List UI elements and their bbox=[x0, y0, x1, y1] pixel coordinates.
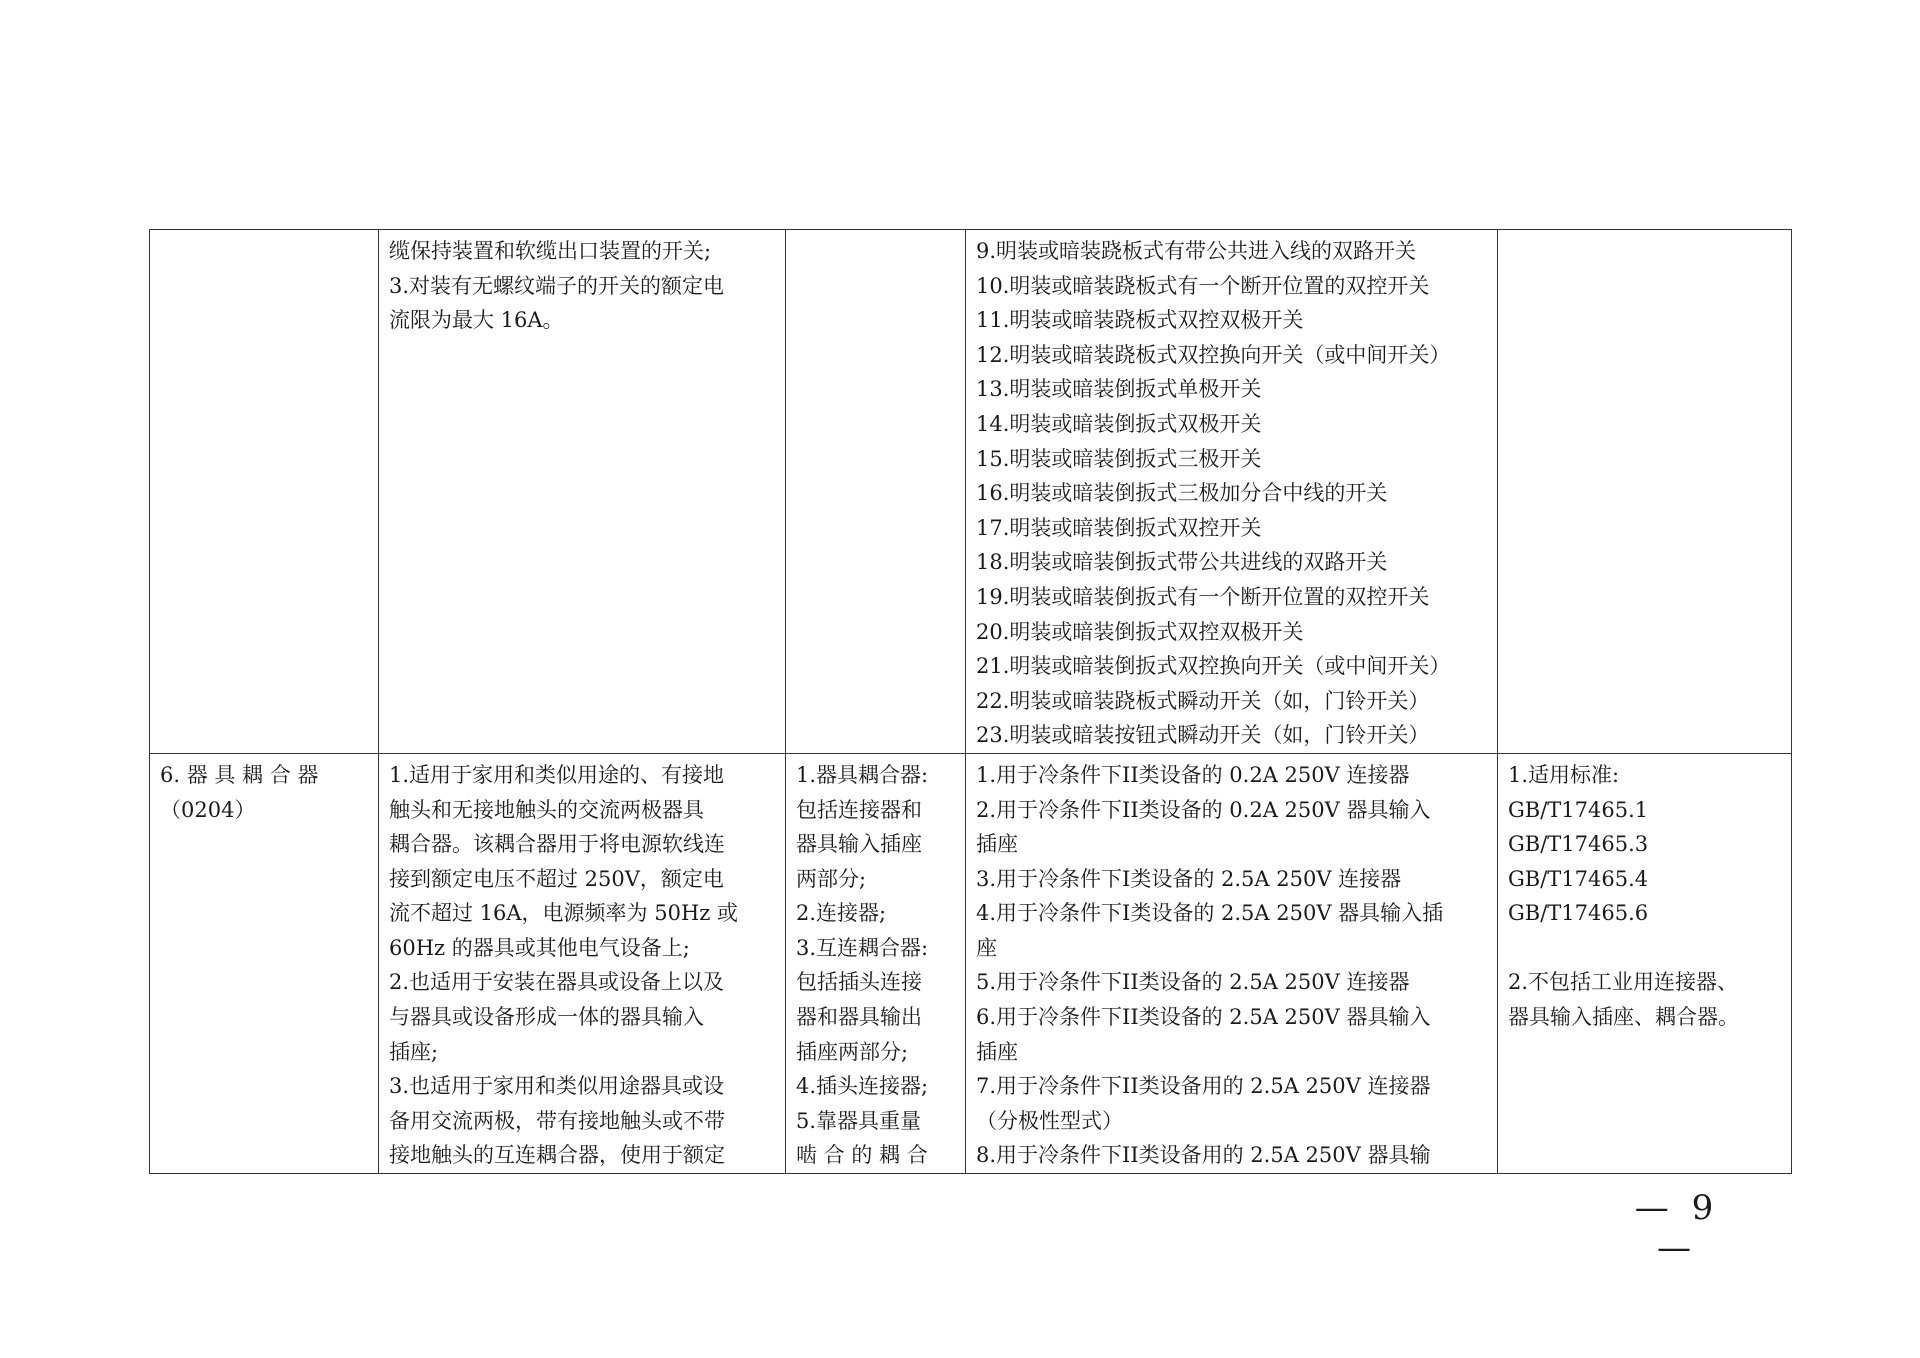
page-number: — 9 — bbox=[1634, 1188, 1720, 1268]
table-row bbox=[150, 230, 1792, 754]
cell-text-line: 16.明装或暗装倒扳式三极加分合中线的开关 bbox=[976, 481, 1388, 506]
cell-text-line: 5.靠器具重量 bbox=[796, 1108, 922, 1133]
cell-text-line: 器具输入插座、耦合器。 bbox=[1508, 1005, 1739, 1030]
cell-text-line: 两部分; bbox=[796, 866, 867, 891]
cell-text-line: 触头和无接地触头的交流两极器具 bbox=[389, 797, 704, 822]
cell-text-line: 器和器具输出 bbox=[796, 1005, 922, 1030]
cell-text-line: （0204） bbox=[160, 797, 256, 822]
cell-text-line: （分极性型式） bbox=[976, 1108, 1123, 1133]
cell-text-line: 5.用于冷条件下II类设备的 2.5A 250V 连接器 bbox=[976, 970, 1410, 995]
cell-text-line: 啮 合 的 耦 合 bbox=[796, 1143, 928, 1168]
cell-text-line: 3.互连耦合器: bbox=[796, 935, 929, 960]
cell-text-line: 6.用于冷条件下II类设备的 2.5A 250V 器具输入 bbox=[976, 1005, 1431, 1030]
cell-text-line: 流限为最大 16A。 bbox=[389, 308, 564, 333]
cell-text-line: 座 bbox=[976, 935, 997, 960]
cell-text-line: 插座; bbox=[389, 1039, 439, 1064]
cell-text-line: 19.明装或暗装倒扳式有一个断开位置的双控开关 bbox=[976, 584, 1430, 609]
cell-text-line: 12.明装或暗装跷板式双控换向开关（或中间开关） bbox=[976, 342, 1451, 367]
cell-text-line: 1.适用标准: bbox=[1508, 762, 1620, 787]
standards-table bbox=[149, 229, 1792, 1174]
cell-product-category bbox=[150, 230, 379, 754]
cell-text-line: GB/T17465.4 bbox=[1508, 866, 1649, 891]
cell-text-line: 备用交流两极，带有接地触头或不带 bbox=[389, 1108, 725, 1133]
cell-scope bbox=[379, 230, 786, 754]
cell-text-line: 插座 bbox=[976, 1039, 1018, 1064]
cell-text-line: 11.明装或暗装跷板式双控双极开关 bbox=[976, 308, 1304, 333]
cell-text-line bbox=[1508, 931, 1781, 966]
table-row bbox=[150, 753, 1792, 1173]
cell-text-line: 耦合器。该耦合器用于将电源软线连 bbox=[389, 832, 725, 857]
cell-text-line: GB/T17465.3 bbox=[1508, 832, 1649, 857]
cell-text-line: 与器具或设备形成一体的器具输入 bbox=[389, 1005, 704, 1030]
cell-text-line: 3.用于冷条件下I类设备的 2.5A 250V 连接器 bbox=[976, 866, 1402, 891]
cell-product-category bbox=[150, 753, 379, 1173]
cell-text-line: 7.用于冷条件下II类设备用的 2.5A 250V 连接器 bbox=[976, 1074, 1431, 1099]
cell-text-line: 2.用于冷条件下II类设备的 0.2A 250V 器具输入 bbox=[976, 797, 1431, 822]
cell-text-line: 2.不包括工业用连接器、 bbox=[1508, 970, 1739, 995]
cell-product-types bbox=[966, 230, 1498, 754]
cell-text-line: 包括插头连接 bbox=[796, 970, 922, 995]
cell-text-line: 1.器具耦合器: bbox=[796, 762, 929, 787]
cell-text-line: 缆保持装置和软缆出口装置的开关; bbox=[389, 239, 712, 263]
cell-text-line: 1.用于冷条件下II类设备的 0.2A 250V 连接器 bbox=[976, 762, 1410, 787]
cell-text-line: 4.用于冷条件下I类设备的 2.5A 250V 器具输入插 bbox=[976, 901, 1444, 926]
cell-text-line: 接地触头的互连耦合器，使用于额定 bbox=[389, 1143, 725, 1168]
cell-text-line: 14.明装或暗装倒扳式双极开关 bbox=[976, 411, 1262, 436]
cell-text-line: 22.明装或暗装跷板式瞬动开关（如，门铃开关） bbox=[976, 688, 1430, 713]
cell-text-line: 插座 bbox=[976, 832, 1018, 857]
cell-text-line: 21.明装或暗装倒扳式双控换向开关（或中间开关） bbox=[976, 654, 1451, 679]
cell-text-line: 23.明装或暗装按钮式瞬动开关（如，门铃开关） bbox=[976, 723, 1430, 748]
cell-notes bbox=[1498, 753, 1792, 1173]
cell-text-line: 10.明装或暗装跷板式有一个断开位置的双控开关 bbox=[976, 273, 1430, 298]
cell-text-line: 流不超过 16A，电源频率为 50Hz 或 bbox=[389, 901, 739, 926]
cell-text-line: 接到额定电压不超过 250V，额定电 bbox=[389, 866, 724, 891]
cell-product-types bbox=[966, 753, 1498, 1173]
cell-text-line: 4.插头连接器; bbox=[796, 1074, 929, 1099]
cell-text-line: 60Hz 的器具或其他电气设备上; bbox=[389, 935, 690, 960]
cell-text-line: 18.明装或暗装倒扳式带公共进线的双路开关 bbox=[976, 550, 1388, 575]
cell-product-range bbox=[786, 230, 966, 754]
cell-text-line: GB/T17465.1 bbox=[1508, 797, 1649, 822]
cell-text-line: 2.也适用于安装在器具或设备上以及 bbox=[389, 970, 725, 995]
cell-text-line: 2.连接器; bbox=[796, 901, 887, 926]
cell-text-line: 9.明装或暗装跷板式有带公共进入线的双路开关 bbox=[976, 239, 1417, 263]
cell-text-line: 17.明装或暗装倒扳式双控开关 bbox=[976, 515, 1262, 540]
cell-text-line: 器具输入插座 bbox=[796, 832, 922, 857]
cell-text-line: 插座两部分; bbox=[796, 1039, 909, 1064]
cell-text-line: 3.也适用于家用和类似用途器具或设 bbox=[389, 1074, 725, 1099]
cell-scope bbox=[379, 753, 786, 1173]
cell-text-line: 1.适用于家用和类似用途的、有接地 bbox=[389, 762, 725, 787]
cell-text-line: 20.明装或暗装倒扳式双控双极开关 bbox=[976, 619, 1304, 644]
cell-text-line: 6. 器 具 耦 合 器 bbox=[160, 762, 319, 787]
cell-product-range bbox=[786, 753, 966, 1173]
cell-text-line: 包括连接器和 bbox=[796, 797, 922, 822]
cell-text-line: GB/T17465.6 bbox=[1508, 901, 1649, 926]
cell-text-line: 8.用于冷条件下II类设备用的 2.5A 250V 器具输 bbox=[976, 1143, 1431, 1168]
cell-notes bbox=[1498, 230, 1792, 754]
cell-text-line: 13.明装或暗装倒扳式单极开关 bbox=[976, 377, 1262, 402]
cell-text-line: 3.对装有无螺纹端子的开关的额定电 bbox=[389, 273, 725, 298]
cell-text-line: 15.明装或暗装倒扳式三极开关 bbox=[976, 446, 1262, 471]
